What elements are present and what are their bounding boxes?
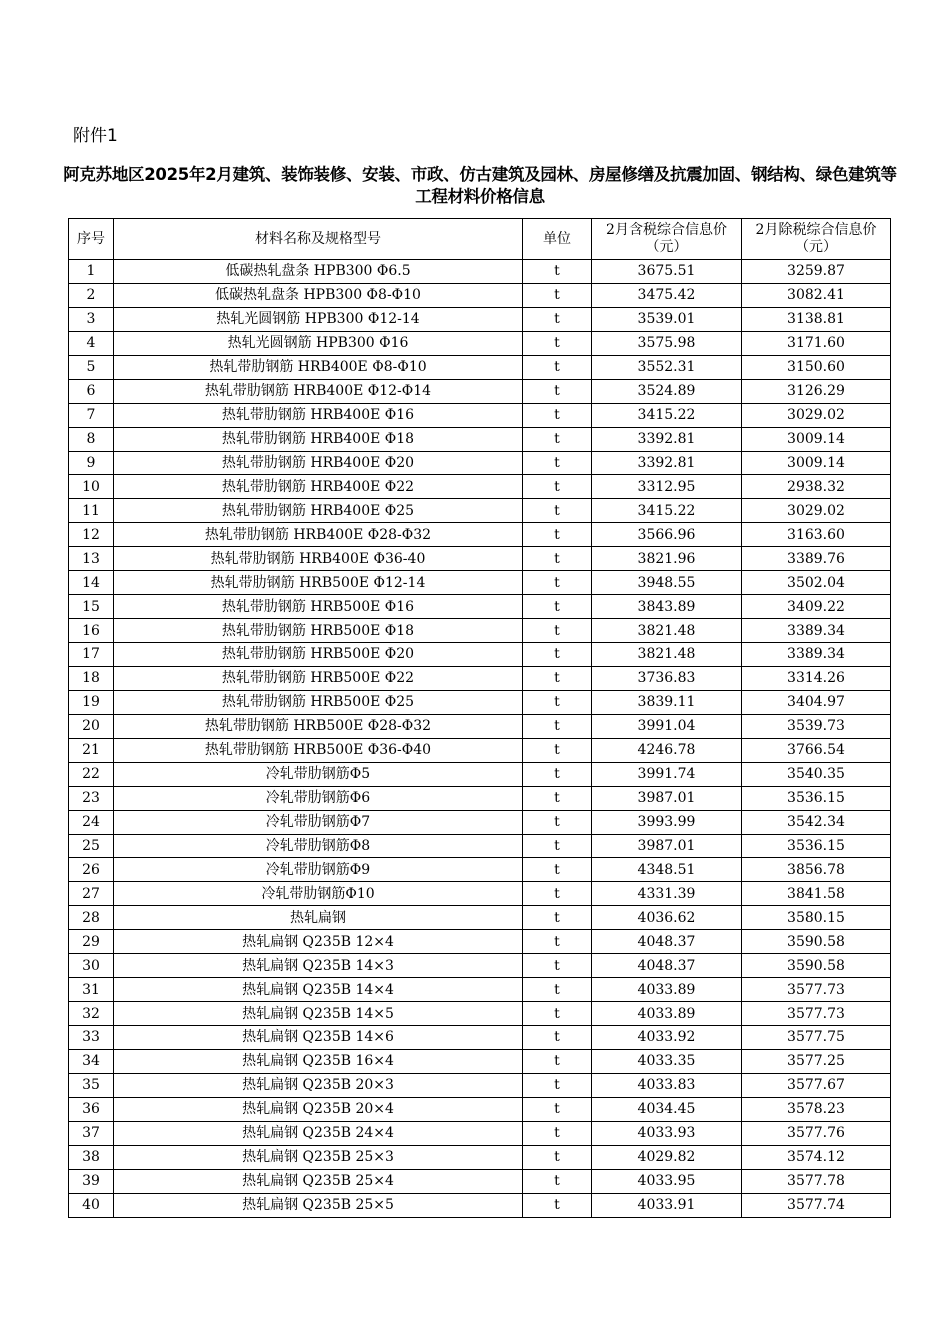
price-tax-included: 3415.22	[592, 403, 742, 427]
table-row	[69, 714, 891, 738]
unit: t	[523, 283, 592, 307]
unit: t	[523, 595, 592, 619]
price-tax-included: 3392.81	[592, 451, 742, 475]
table-row	[69, 1145, 891, 1169]
price-tax-included: 3821.96	[592, 547, 742, 571]
material-name: 冷轧带肋钢筋Φ5	[114, 762, 523, 786]
price-tax-excluded: 3150.60	[742, 355, 891, 379]
unit: t	[523, 547, 592, 571]
row-number: 30	[69, 954, 114, 978]
material-name: 热轧扁钢 Q235B 20×3	[114, 1073, 523, 1097]
unit: t	[523, 451, 592, 475]
unit: t	[523, 666, 592, 690]
price-tax-excluded: 3577.78	[742, 1169, 891, 1193]
price-tax-included: 4348.51	[592, 858, 742, 882]
material-name: 热轧扁钢	[114, 906, 523, 930]
header-row	[69, 219, 891, 260]
row-number: 33	[69, 1026, 114, 1050]
price-tax-excluded: 3389.34	[742, 643, 891, 667]
material-name: 热轧带肋钢筋 HRB500E Φ16	[114, 595, 523, 619]
unit: t	[523, 1049, 592, 1073]
row-number: 9	[69, 451, 114, 475]
price-tax-excluded: 3574.12	[742, 1145, 891, 1169]
material-name: 低碳热轧盘条 HPB300 Φ6.5	[114, 260, 523, 284]
material-name: 热轧带肋钢筋 HRB500E Φ25	[114, 690, 523, 714]
price-tax-excluded: 3163.60	[742, 523, 891, 547]
unit: t	[523, 475, 592, 499]
table-row	[69, 1073, 891, 1097]
price-tax-excluded: 3590.58	[742, 954, 891, 978]
row-number: 3	[69, 307, 114, 331]
price-tax-included: 4331.39	[592, 882, 742, 906]
table-row	[69, 451, 891, 475]
material-name: 热轧带肋钢筋 HRB400E Φ25	[114, 499, 523, 523]
unit: t	[523, 762, 592, 786]
table-row	[69, 499, 891, 523]
price-tax-included: 3312.95	[592, 475, 742, 499]
price-tax-excluded: 3009.14	[742, 427, 891, 451]
price-tax-included: 3987.01	[592, 834, 742, 858]
unit: t	[523, 619, 592, 643]
row-number: 22	[69, 762, 114, 786]
row-number: 5	[69, 355, 114, 379]
price-tax-included: 3575.98	[592, 331, 742, 355]
price-tax-excluded: 3259.87	[742, 260, 891, 284]
price-tax-excluded: 3009.14	[742, 451, 891, 475]
unit: t	[523, 331, 592, 355]
unit: t	[523, 882, 592, 906]
table-row	[69, 571, 891, 595]
price-tax-included: 3392.81	[592, 427, 742, 451]
table-row	[69, 379, 891, 403]
table-body	[69, 260, 891, 1218]
unit: t	[523, 1193, 592, 1217]
material-name: 热轧扁钢 Q235B 20×4	[114, 1097, 523, 1121]
price-tax-excluded: 3542.34	[742, 810, 891, 834]
price-tax-excluded: 3577.75	[742, 1026, 891, 1050]
table-row	[69, 643, 891, 667]
price-tax-included: 4048.37	[592, 954, 742, 978]
material-name: 冷轧带肋钢筋Φ7	[114, 810, 523, 834]
unit: t	[523, 1026, 592, 1050]
unit: t	[523, 810, 592, 834]
table-row	[69, 1169, 891, 1193]
unit: t	[523, 1002, 592, 1026]
row-number: 28	[69, 906, 114, 930]
price-tax-included: 3539.01	[592, 307, 742, 331]
price-tax-included: 3821.48	[592, 619, 742, 643]
price-tax-excluded: 3409.22	[742, 595, 891, 619]
row-number: 4	[69, 331, 114, 355]
table-row	[69, 427, 891, 451]
material-name: 热轧光圆钢筋 HPB300 Φ12-14	[114, 307, 523, 331]
material-name: 热轧扁钢 Q235B 14×4	[114, 978, 523, 1002]
unit: t	[523, 1073, 592, 1097]
attachment-label: 附件1	[73, 126, 118, 146]
price-tax-excluded: 3389.34	[742, 619, 891, 643]
row-number: 16	[69, 619, 114, 643]
row-number: 15	[69, 595, 114, 619]
row-number: 20	[69, 714, 114, 738]
price-tax-included: 4033.93	[592, 1121, 742, 1145]
price-tax-included: 4246.78	[592, 738, 742, 762]
price-tax-included: 4029.82	[592, 1145, 742, 1169]
row-number: 34	[69, 1049, 114, 1073]
unit: t	[523, 978, 592, 1002]
price-table	[68, 218, 891, 1218]
price-tax-included: 4036.62	[592, 906, 742, 930]
table-row	[69, 762, 891, 786]
price-tax-included: 4033.92	[592, 1026, 742, 1050]
table-row	[69, 475, 891, 499]
price-tax-included: 3675.51	[592, 260, 742, 284]
row-number: 19	[69, 690, 114, 714]
price-tax-included: 3736.83	[592, 666, 742, 690]
unit: t	[523, 786, 592, 810]
unit: t	[523, 930, 592, 954]
price-tax-included: 3993.99	[592, 810, 742, 834]
table-row	[69, 403, 891, 427]
price-tax-included: 3839.11	[592, 690, 742, 714]
price-tax-excluded: 3171.60	[742, 331, 891, 355]
price-tax-excluded: 3577.73	[742, 1002, 891, 1026]
price-tax-included: 4033.91	[592, 1193, 742, 1217]
row-number: 35	[69, 1073, 114, 1097]
price-tax-excluded: 3502.04	[742, 571, 891, 595]
table-row	[69, 1097, 891, 1121]
unit: t	[523, 643, 592, 667]
document-title: 阿克苏地区2025年2月建筑、装饰装修、安装、市政、仿古建筑及园林、房屋修缮及抗震加固、钢结构、绿色建筑等工程材料价格信息	[63, 165, 897, 206]
material-name: 热轧扁钢 Q235B 25×4	[114, 1169, 523, 1193]
table-row	[69, 1121, 891, 1145]
row-number: 18	[69, 666, 114, 690]
row-number: 17	[69, 643, 114, 667]
row-number: 12	[69, 523, 114, 547]
material-name: 热轧带肋钢筋 HRB500E Φ22	[114, 666, 523, 690]
unit: t	[523, 427, 592, 451]
table-row	[69, 547, 891, 571]
price-tax-excluded: 3082.41	[742, 283, 891, 307]
unit: t	[523, 858, 592, 882]
material-name: 低碳热轧盘条 HPB300 Φ8-Φ10	[114, 283, 523, 307]
price-tax-excluded: 3389.76	[742, 547, 891, 571]
unit: t	[523, 355, 592, 379]
table-row	[69, 882, 891, 906]
row-number: 14	[69, 571, 114, 595]
price-tax-excluded: 3580.15	[742, 906, 891, 930]
table-row	[69, 523, 891, 547]
row-number: 31	[69, 978, 114, 1002]
row-number: 29	[69, 930, 114, 954]
price-tax-included: 3843.89	[592, 595, 742, 619]
unit: t	[523, 1145, 592, 1169]
unit: t	[523, 906, 592, 930]
row-number: 2	[69, 283, 114, 307]
price-tax-excluded: 3577.25	[742, 1049, 891, 1073]
price-tax-excluded: 3577.67	[742, 1073, 891, 1097]
unit: t	[523, 738, 592, 762]
row-number: 1	[69, 260, 114, 284]
material-name: 热轧带肋钢筋 HRB400E Φ20	[114, 451, 523, 475]
unit: t	[523, 1169, 592, 1193]
material-name: 热轧光圆钢筋 HPB300 Φ16	[114, 331, 523, 355]
table-row	[69, 738, 891, 762]
price-tax-included: 4048.37	[592, 930, 742, 954]
row-number: 32	[69, 1002, 114, 1026]
material-name: 冷轧带肋钢筋Φ10	[114, 882, 523, 906]
material-name: 热轧带肋钢筋 HRB400E Φ28-Φ32	[114, 523, 523, 547]
price-tax-excluded: 3138.81	[742, 307, 891, 331]
material-name: 热轧带肋钢筋 HRB400E Φ22	[114, 475, 523, 499]
table-row	[69, 954, 891, 978]
row-number: 26	[69, 858, 114, 882]
material-name: 热轧带肋钢筋 HRB400E Φ8-Φ10	[114, 355, 523, 379]
material-name: 热轧带肋钢筋 HRB400E Φ12-Φ14	[114, 379, 523, 403]
price-tax-included: 3475.42	[592, 283, 742, 307]
material-name: 热轧带肋钢筋 HRB500E Φ12-14	[114, 571, 523, 595]
table-row	[69, 1026, 891, 1050]
table-row	[69, 978, 891, 1002]
row-number: 25	[69, 834, 114, 858]
price-tax-included: 3415.22	[592, 499, 742, 523]
price-tax-included: 3524.89	[592, 379, 742, 403]
table-row	[69, 331, 891, 355]
unit: t	[523, 403, 592, 427]
unit: t	[523, 690, 592, 714]
row-number: 23	[69, 786, 114, 810]
price-tax-included: 4033.89	[592, 1002, 742, 1026]
table-row	[69, 666, 891, 690]
header-tax-incl: 2月含税综合信息价（元）	[592, 219, 742, 260]
table-row	[69, 930, 891, 954]
price-tax-included: 3948.55	[592, 571, 742, 595]
row-number: 11	[69, 499, 114, 523]
material-name: 热轧扁钢 Q235B 14×5	[114, 1002, 523, 1026]
row-number: 36	[69, 1097, 114, 1121]
price-tax-excluded: 3577.74	[742, 1193, 891, 1217]
table-row	[69, 858, 891, 882]
row-number: 10	[69, 475, 114, 499]
row-number: 7	[69, 403, 114, 427]
price-tax-excluded: 3029.02	[742, 403, 891, 427]
unit: t	[523, 954, 592, 978]
material-name: 冷轧带肋钢筋Φ8	[114, 834, 523, 858]
material-name: 热轧扁钢 Q235B 24×4	[114, 1121, 523, 1145]
row-number: 27	[69, 882, 114, 906]
price-tax-excluded: 3029.02	[742, 499, 891, 523]
unit: t	[523, 499, 592, 523]
price-tax-excluded: 3856.78	[742, 858, 891, 882]
material-name: 热轧扁钢 Q235B 14×6	[114, 1026, 523, 1050]
price-tax-excluded: 3577.73	[742, 978, 891, 1002]
header-unit: 单位	[523, 219, 592, 260]
table-row	[69, 260, 891, 284]
material-name: 热轧带肋钢筋 HRB500E Φ28-Φ32	[114, 714, 523, 738]
material-name: 冷轧带肋钢筋Φ6	[114, 786, 523, 810]
price-tax-included: 4033.89	[592, 978, 742, 1002]
price-tax-excluded: 3841.58	[742, 882, 891, 906]
material-name: 热轧带肋钢筋 HRB500E Φ20	[114, 643, 523, 667]
unit: t	[523, 571, 592, 595]
material-name: 热轧带肋钢筋 HRB400E Φ18	[114, 427, 523, 451]
material-name: 热轧带肋钢筋 HRB400E Φ36-40	[114, 547, 523, 571]
unit: t	[523, 379, 592, 403]
price-tax-excluded: 3314.26	[742, 666, 891, 690]
table-row	[69, 810, 891, 834]
price-tax-included: 3991.74	[592, 762, 742, 786]
unit: t	[523, 714, 592, 738]
header-no: 序号	[69, 219, 114, 260]
table-row	[69, 307, 891, 331]
row-number: 21	[69, 738, 114, 762]
table-row	[69, 690, 891, 714]
unit: t	[523, 1097, 592, 1121]
table-row	[69, 595, 891, 619]
table-row	[69, 834, 891, 858]
price-tax-excluded: 3766.54	[742, 738, 891, 762]
unit: t	[523, 307, 592, 331]
table-row	[69, 906, 891, 930]
row-number: 6	[69, 379, 114, 403]
material-name: 热轧带肋钢筋 HRB500E Φ18	[114, 619, 523, 643]
table-row	[69, 786, 891, 810]
price-tax-excluded: 3536.15	[742, 834, 891, 858]
price-tax-included: 3987.01	[592, 786, 742, 810]
price-tax-included: 4033.83	[592, 1073, 742, 1097]
price-tax-included: 3552.31	[592, 355, 742, 379]
price-tax-excluded: 3540.35	[742, 762, 891, 786]
table-row	[69, 355, 891, 379]
price-tax-included: 3821.48	[592, 643, 742, 667]
table-row	[69, 1193, 891, 1217]
table-row	[69, 1002, 891, 1026]
material-name: 冷轧带肋钢筋Φ9	[114, 858, 523, 882]
price-tax-included: 4033.95	[592, 1169, 742, 1193]
table-row	[69, 619, 891, 643]
material-name: 热轧扁钢 Q235B 12×4	[114, 930, 523, 954]
unit: t	[523, 1121, 592, 1145]
material-name: 热轧扁钢 Q235B 14×3	[114, 954, 523, 978]
price-tax-excluded: 3404.97	[742, 690, 891, 714]
price-tax-included: 4033.35	[592, 1049, 742, 1073]
material-name: 热轧扁钢 Q235B 25×5	[114, 1193, 523, 1217]
price-tax-excluded: 3577.76	[742, 1121, 891, 1145]
price-tax-excluded: 3126.29	[742, 379, 891, 403]
unit: t	[523, 260, 592, 284]
material-name: 热轧扁钢 Q235B 25×3	[114, 1145, 523, 1169]
material-name: 热轧扁钢 Q235B 16×4	[114, 1049, 523, 1073]
price-tax-excluded: 3590.58	[742, 930, 891, 954]
price-tax-included: 3991.04	[592, 714, 742, 738]
row-number: 39	[69, 1169, 114, 1193]
material-name: 热轧带肋钢筋 HRB400E Φ16	[114, 403, 523, 427]
row-number: 40	[69, 1193, 114, 1217]
unit: t	[523, 523, 592, 547]
price-tax-included: 4034.45	[592, 1097, 742, 1121]
price-tax-excluded: 3536.15	[742, 786, 891, 810]
material-name: 热轧带肋钢筋 HRB500E Φ36-Φ40	[114, 738, 523, 762]
price-tax-excluded: 2938.32	[742, 475, 891, 499]
price-tax-included: 3566.96	[592, 523, 742, 547]
header-name: 材料名称及规格型号	[114, 219, 523, 260]
header-tax-excl: 2月除税综合信息价（元）	[742, 219, 891, 260]
row-number: 38	[69, 1145, 114, 1169]
row-number: 8	[69, 427, 114, 451]
price-tax-excluded: 3539.73	[742, 714, 891, 738]
price-tax-excluded: 3578.23	[742, 1097, 891, 1121]
row-number: 24	[69, 810, 114, 834]
table-row	[69, 1049, 891, 1073]
table-row	[69, 283, 891, 307]
unit: t	[523, 834, 592, 858]
row-number: 13	[69, 547, 114, 571]
row-number: 37	[69, 1121, 114, 1145]
